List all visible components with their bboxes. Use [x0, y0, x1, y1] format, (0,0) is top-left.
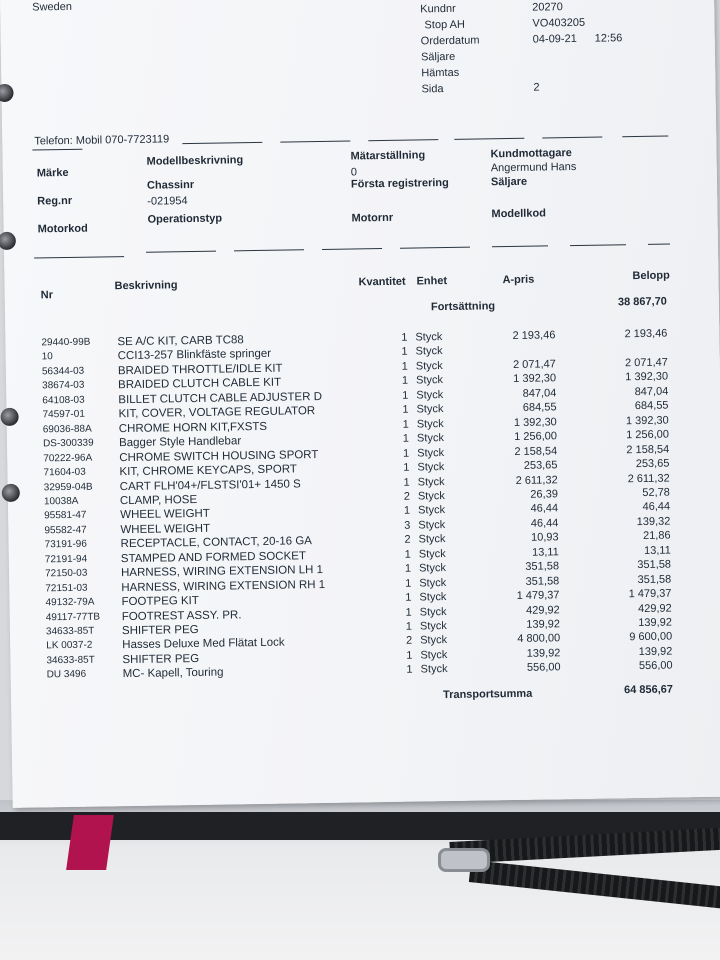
line-nr: 72191-94	[44, 553, 88, 566]
line-amount: 847,04	[634, 385, 669, 398]
line-nr: 10	[41, 351, 53, 363]
line-quantity: 1	[401, 331, 408, 344]
line-nr: 95581-47	[44, 510, 87, 522]
saljare-vehicle-label: Säljare	[490, 175, 528, 189]
line-quantity: 1	[401, 360, 408, 373]
line-amount: 139,32	[636, 515, 671, 528]
line-unit-price: 1 479,37	[516, 589, 560, 603]
line-unit-price: 2 158,54	[514, 444, 558, 458]
line-nr: 69036-88A	[42, 423, 92, 436]
divider	[492, 245, 548, 247]
line-nr: 56344-03	[41, 365, 85, 378]
line-unit-price: 351,58	[525, 574, 560, 588]
stop-value: VO403205	[532, 16, 586, 30]
line-amount: 1 479,37	[628, 587, 672, 601]
marke-label: Märke	[36, 166, 69, 180]
line-description: HARNESS, WIRING EXTENSION RH 1	[121, 578, 326, 594]
line-unit: Styck	[418, 518, 446, 532]
line-unit: Styck	[418, 533, 446, 546]
line-unit-price: 139,92	[526, 647, 561, 660]
line-nr: 71604-03	[43, 466, 86, 479]
line-unit-price: 46,44	[530, 517, 559, 530]
transport-amount: 64 856,67	[623, 683, 674, 697]
line-unit: Styck	[416, 432, 445, 445]
line-description: STAMPED AND FORMED SOCKET	[120, 550, 307, 565]
line-unit: Styck	[417, 461, 445, 474]
line-description: BRAIDED THROTTLE/IDLE KIT	[117, 362, 283, 378]
line-amount: 253,65	[635, 457, 670, 471]
line-unit: Styck	[415, 359, 443, 373]
line-unit-price: 46,44	[530, 502, 559, 516]
line-unit: Styck	[419, 620, 447, 633]
line-unit: Styck	[418, 562, 447, 575]
line-unit: Styck	[417, 446, 445, 460]
line-quantity: 2	[404, 533, 411, 547]
line-amount: 1 256,00	[626, 428, 670, 442]
line-nr: DU 3496	[46, 669, 87, 681]
divider	[182, 142, 262, 144]
line-unit: Styck	[419, 576, 447, 590]
divider	[368, 139, 438, 141]
divider	[322, 248, 382, 250]
line-description: BRAIDED CLUTCH CABLE KIT	[118, 376, 282, 392]
divider	[622, 136, 668, 138]
line-amount: 1 392,30	[625, 414, 669, 427]
line-description: FOOTPEG KIT	[121, 595, 199, 609]
line-amount: 46,44	[642, 500, 671, 514]
line-quantity: 2	[405, 635, 413, 648]
line-unit: Styck	[416, 374, 444, 387]
line-nr: 95582-47	[44, 524, 87, 537]
line-unit-price: 556,00	[526, 661, 561, 675]
matarstallning-value: 0	[350, 166, 358, 179]
line-amount: 139,92	[638, 616, 673, 630]
line-description: SE A/C KIT, CARB TC88	[117, 334, 244, 349]
modellkod-label: Modellkod	[491, 207, 546, 221]
line-amount: 429,92	[637, 602, 672, 615]
line-unit-price: 253,65	[523, 459, 558, 472]
line-nr: 70222-96A	[43, 452, 93, 464]
line-nr: 34633-85T	[46, 654, 95, 667]
line-quantity: 3	[404, 519, 411, 532]
line-unit: Styck	[419, 605, 447, 619]
line-unit-price: 2 193,46	[512, 329, 556, 342]
divider	[542, 137, 602, 139]
line-quantity: 1	[402, 432, 410, 445]
line-unit-price: 13,11	[531, 546, 559, 559]
line-description: WHEEL WEIGHT	[120, 508, 210, 522]
hamtas-label: Hämtas	[421, 66, 460, 80]
col-kvantitet-header: Kvantitet	[358, 275, 406, 289]
line-description: KIT, CHROME KEYCAPS, SPORT	[119, 463, 298, 479]
kundmottagare-label: Kundmottagare	[490, 147, 572, 161]
divider	[146, 251, 216, 253]
motornr-label: Motornr	[351, 211, 394, 225]
line-quantity: 1	[401, 346, 408, 359]
line-amount: 2 158,54	[626, 443, 670, 456]
line-unit: Styck	[418, 504, 446, 517]
line-quantity: 1	[405, 606, 412, 619]
col-belopp-header: Belopp	[632, 269, 670, 283]
binder-tab	[66, 815, 114, 870]
line-unit-price: 429,92	[525, 603, 560, 617]
divider	[34, 256, 124, 258]
line-amount: 9 600,00	[629, 630, 673, 644]
orderdatum-label: Orderdatum	[420, 34, 480, 48]
line-unit-price: 4 800,00	[517, 632, 561, 646]
line-amount: 139,92	[638, 645, 673, 658]
line-description: KIT, COVER, VOLTAGE REGULATOR	[118, 405, 316, 421]
modellbeskrivning-label: Modellbeskrivning	[146, 154, 244, 168]
line-amount: 351,58	[637, 573, 672, 586]
line-amount: 556,00	[638, 659, 673, 673]
line-unit-price: 10,93	[530, 531, 559, 545]
telefon-text: Telefon: Mobil 070-7723119	[34, 133, 170, 148]
line-unit: Styck	[420, 634, 448, 647]
motorkod-label: Motorkod	[37, 222, 88, 236]
divider	[32, 149, 82, 151]
line-nr: 72151-03	[45, 582, 88, 595]
matarstallning-label: Mätarställning	[350, 149, 426, 163]
sida-label: Sida	[421, 83, 444, 96]
line-description: Bagger Style Handlebar	[118, 435, 242, 450]
line-nr: 74597-01	[42, 408, 85, 421]
line-unit-price: 1 392,30	[513, 415, 557, 429]
line-description: SHIFTER PEG	[122, 652, 200, 667]
line-amount: 2 193,46	[624, 327, 668, 341]
line-description: HARNESS, WIRING EXTENSION LH 1	[120, 564, 324, 580]
line-unit: Styck	[415, 345, 443, 358]
col-apris-header: A-pris	[502, 273, 535, 287]
line-description: CLAMP, HOSE	[119, 493, 198, 508]
line-quantity: 1	[405, 591, 412, 604]
line-nr: 32959-04B	[43, 481, 93, 493]
line-unit-price: 26,39	[530, 488, 558, 501]
line-description: WHEEL WEIGHT	[120, 522, 211, 537]
line-nr: DS-300339	[42, 437, 94, 450]
kundmottagare-value: Angermund Hans	[490, 160, 577, 175]
line-amount	[596, 342, 668, 343]
regnr-label: Reg.nr	[37, 194, 73, 208]
line-unit-price: 1 392,30	[513, 372, 557, 386]
line-amount: 684,55	[634, 399, 669, 413]
line-description: SHIFTER PEG	[121, 623, 199, 638]
line-nr: 49117-77TB	[45, 611, 101, 623]
line-unit-price: 139,92	[526, 618, 561, 631]
line-quantity: 1	[402, 389, 409, 402]
line-amount: 13,11	[643, 544, 671, 557]
continuation-label: Fortsättning	[430, 300, 496, 314]
line-description: CCI13-257 Blinkfäste springer	[117, 348, 272, 363]
lanyard-clip-icon	[438, 848, 490, 872]
line-amount: 21,86	[642, 529, 671, 543]
kundnr-value: 20270	[532, 1, 563, 14]
line-unit: Styck	[416, 417, 444, 431]
line-unit: Styck	[418, 547, 446, 561]
line-quantity: 1	[402, 403, 409, 416]
col-enhet-header: Enhet	[416, 275, 448, 288]
divider	[648, 244, 670, 245]
line-description: MC- Kapell, Touring	[122, 666, 224, 681]
line-nr: 29440-99B	[41, 336, 91, 349]
operationstyp-label: Operationstyp	[147, 212, 223, 226]
line-nr: 10038A	[43, 495, 79, 508]
line-quantity: 1	[404, 562, 412, 575]
line-quantity: 1	[403, 505, 411, 518]
line-unit: Styck	[419, 591, 447, 604]
line-amount: 2 611,32	[627, 472, 670, 485]
line-unit: Styck	[417, 490, 445, 503]
divider	[400, 247, 470, 249]
line-unit-price: 1 256,00	[514, 430, 558, 444]
sida-value: 2	[533, 81, 540, 94]
line-quantity: 1	[406, 663, 413, 677]
line-unit: Styck	[417, 475, 445, 488]
divider	[570, 244, 626, 246]
line-nr: 38674-03	[42, 380, 85, 392]
col-nr-header: Nr	[40, 289, 54, 302]
line-unit-price	[486, 344, 556, 345]
line-quantity: 1	[401, 374, 409, 388]
line-unit: Styck	[415, 331, 443, 344]
line-unit-price: 2 611,32	[515, 473, 558, 487]
chassinr-value: -021954	[147, 195, 188, 208]
chassinr-label: Chassinr	[146, 178, 195, 192]
line-nr: 72150-03	[44, 567, 88, 580]
country-label: Sweden	[32, 0, 73, 14]
transport-label: Transportsumma	[442, 687, 533, 702]
line-quantity: 1	[403, 476, 410, 489]
line-nr: LK 0037-2	[46, 640, 93, 652]
line-amount: 52,78	[642, 486, 670, 499]
line-description: CART FLH'04+/FLSTSI'01+ 1450 S	[119, 477, 301, 493]
line-unit-price: 2 071,47	[512, 358, 556, 371]
binder-ring-icon	[0, 84, 14, 102]
line-nr: 49132-79A	[45, 596, 95, 609]
forsta-registrering-label: Första registrering	[350, 176, 449, 191]
line-quantity: 1	[405, 577, 412, 590]
line-description: RECEPTACLE, CONTACT, 20-16 GA	[120, 535, 312, 551]
line-quantity: 1	[406, 649, 413, 662]
line-quantity: 1	[404, 548, 411, 561]
line-unit: Styck	[416, 388, 444, 402]
line-unit: Styck	[420, 663, 448, 676]
line-nr: 34633-85T	[45, 625, 95, 638]
orderdatum-value: 04-09-21	[532, 32, 577, 46]
line-description: CHROME SWITCH HOUSING SPORT	[119, 448, 319, 464]
line-quantity: 1	[402, 418, 409, 431]
col-beskrivning-header: Beskrivning	[114, 279, 178, 293]
line-quantity: 1	[403, 447, 410, 460]
line-description: FOOTREST ASSY. PR.	[121, 608, 242, 623]
line-amount: 351,58	[637, 558, 672, 572]
continuation-amount: 38 867,70	[617, 295, 667, 309]
line-description: BILLET CLUTCH CABLE ADJUSTER D	[118, 390, 323, 406]
divider	[234, 249, 304, 251]
line-unit-price: 351,58	[525, 560, 560, 574]
line-quantity: 1	[403, 461, 410, 474]
line-amount: 1 392,30	[625, 370, 669, 384]
line-unit: Styck	[420, 648, 448, 662]
line-unit-price: 847,04	[522, 387, 557, 400]
line-nr: 73191-96	[44, 539, 87, 551]
line-quantity: 2	[403, 490, 411, 503]
line-unit-price: 684,55	[522, 401, 557, 415]
line-description: Hasses Deluxe Med Flätat Lock	[122, 637, 285, 652]
line-amount: 2 071,47	[624, 356, 668, 370]
stop-label: Stop AH	[424, 18, 465, 32]
saljare-label: Säljare	[420, 50, 456, 64]
line-unit: Styck	[416, 403, 444, 416]
divider	[454, 138, 524, 140]
line-description: CHROME HORN KIT,FXSTS	[118, 420, 268, 435]
ordertime-value: 12:56	[594, 32, 623, 45]
binder-ring-icon	[0, 232, 16, 250]
line-quantity: 1	[405, 620, 413, 633]
kundnr-label: Kundnr	[420, 2, 456, 16]
divider	[280, 141, 350, 143]
line-nr: 64108-03	[42, 394, 85, 407]
